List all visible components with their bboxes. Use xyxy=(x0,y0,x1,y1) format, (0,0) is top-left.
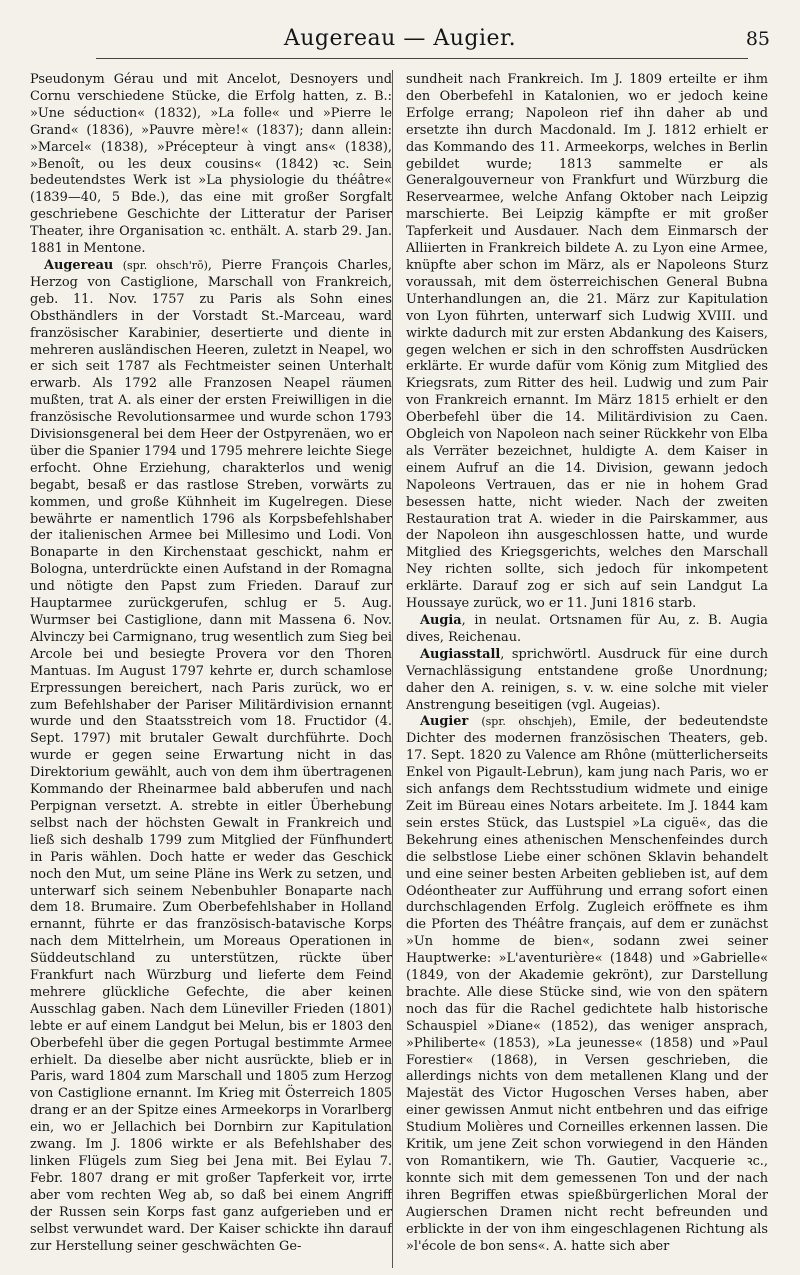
headword: Augereau xyxy=(44,257,114,273)
headword: Augiasstall xyxy=(420,646,501,662)
running-title: Augereau — Augier. xyxy=(283,26,517,51)
entry-augiasstall xyxy=(406,647,768,715)
headword: Augia xyxy=(420,613,462,628)
pronunciation: (spr. ohschjeh) xyxy=(481,715,573,729)
paragraph-text: Pseudonym Gérau und mit Ancelot, Desnoyers und Cornu verschiedene Stücke, die Erfolg hatten, z. B.: »Une séduction« (1832), »La folle« und »Pierre le Grand« (1836), »Pauvre mère!« (1837); dann allein: »Marcel« (1838), »Précepteur à vingt ans« (1838), »Benoît, ou les deux cousins« (1842) ꝛc. Sein bedeutendstes Werk ist »La physiologie du théâtre« (1839—40, 5 Bde.), das eine mit großer Sorgfalt geschriebene Geschichte der Litteratur der Pariser Theater, ihre Organisation ꝛc. enthält. A. starb 29. Jan. 1881 in Mentone. xyxy=(30,72,392,257)
entry-text: , Pierre François Charles, Herzog von Castiglione, Marschall von Frankreich, geb. 11. Nov. 1757 zu Paris als Sohn eines Obsthändlers in der Vorstadt St.-Marceau, ward französischer Karabinier, desertierte und diente in mehreren ausländischen Heeren, zuletzt in Neapel, wo er sich seit 1787 als Fechtmeister seinen Unterhalt erwarb. Als 1792 alle Franzosen Neapel räumen mußten, trat A. als einer der ersten Freiwilligen in die französische Revolutionsarmee und wurde schon 1793 Divisionsgeneral bei dem Heer der Ostpyrenäen, wo er über die Spanier 1794 und 1795 mehrere leichte Siege erfocht. Ohne Erziehung, charakterlos und wenig begabt, besaß er das rastlose Streben, vorwärts zu kommen, und große Kühnheit im Kugelregen. Diese bewährte er namentlich 1796 als Korpsbefehlshaber der italienischen Armee bei Millesimo und Lodi. Von Bonaparte in den Kirchenstaat geschickt, nahm er Bologna, unterdrückte einen Aufstand in der Romagna und nötigte den Papst zum Frieden. Darauf zur Hauptarmee zurückgerufen, schlug er 5. Aug. Wurmser bei Castiglione, dann mit Massena 6. Nov. Alvinczy bei Carmignano, trug wesentlich zum Sieg bei Arcole bei und besiegte Provera vor den Thoren Mantuas. Im August 1797 kehrte er, durch schamlose Erpressungen bereichert, nach Paris zurück, wo er zum Befehlshaber der Pariser Militärdivision ernannt wurde und den Staatsstreich vom 18. Fructidor (4. Sept. 1797) mit brutaler Gewalt durchführte. Doch wurde er gegen seine Erwartung nicht in das Direktorium gewählt, auch von dem ihm übertragenen Kommando der Rheinarmee bald abberufen und nach Perpignan versetzt. A. strebte in eitler Überhebung selbst nach der höchsten Gewalt in Frankreich und ließ sich deshalb 1799 zum Mitglied der Fünfhundert in Paris wählen. Doch hatte er weder das Geschick noch den Mut, um seine Pläne ins Werk zu setzen, und unterwarf sich seinem Nebenbuhler Bonaparte nach dem 18. Brumaire. Zum Oberbefehlshaber in Holland ernannt, führte er das französisch-batavische Korps nach dem Mittelrhein, um Moreaus Operationen in Süddeutschland zu unterstützen, rückte über Frankfurt nach Würzburg und lieferte dem Feind mehrere glückliche Gefechte, die aber keinen Ausschlag gaben. Nach dem Lüneviller Frieden (1801) lebte er auf einem Landgut bei Melun, bis er 1803 den Oberbefehl über die gegen Portugal bestimmte Armee erhielt. Da dieselbe aber nicht ausrückte, blieb er in Paris, ward 1804 zum Marschall und 1805 zum Herzog von Castiglione ernannt. Im Krieg mit Österreich 1805 drang er an der Spitze eines Armeekorps in Vorarlberg ein, wo er Jellachich bei Dornbirn zur Kapitulation zwang. Im J. 1806 wirkte er als Befehlshaber des linken Flügels zum Sieg bei Jena mit. Bei Eylau 7. Febr. 1807 drang er mit großer Tapferkeit vor, irrte aber vom rechten Weg ab, so daß bei einem Angriff der Russen sein Korps fast ganz aufgerieben und er selbst verwundet ward. Der Kaiser schickte ihn darauf zur Herstellung seiner geschwächten Ge- xyxy=(30,257,392,1254)
header-rule xyxy=(96,58,748,59)
column-divider xyxy=(392,70,393,1268)
paragraph-continuation xyxy=(30,72,392,258)
entry-text: , in neulat. Ortsnamen für Au, z. B. Augia dives, Reichenau. xyxy=(406,613,768,645)
headword: Augier xyxy=(420,714,469,730)
entry-text: , Emile, der bedeutendste Dichter des modernen französischen Theaters, geb. 17. Sept. 1820 zu Valence am Rhône (mütterlicherseits Enkel von Pigault-Lebrun), kam jung nach Paris, wo er sich anfangs dem Rechtsstudium widmete und einige Zeit im Büreau eines Notars arbeitete. Im J. 1844 kam sein erstes Stück, das Lustspiel »La ciguë«, das die Bekehrung eines athenischen Menschenfeindes durch die selbstlose Liebe einer schönen Sklavin behandelt und eine seiner besten Arbeiten geblieben ist, auf dem Odéontheater zur Aufführung und errang sofort einen durchschlagenden Erfolg. Zugleich eröffnete es ihm die Pforten des Théâtre français, auf dem er zunächst »Un homme de bien«, sodann zwei seiner Hauptwerke: »L'aventurière« (1848) und »Gabrielle« (1849, von der Akademie gekrönt), zur Darstellung brachte. Alle diese Stücke sind, wie von den spätern noch das für die Rachel gedichtete halb historische Schauspiel »Diane« (1852), das weniger ansprach, »Philiberte« (1853), »La jeunesse« (1858) und »Paul Forestier« (1868), in Versen geschrieben, die allerdings nichts von dem metallenen Klang und der Majestät des Victor Hugoschen Verses haben, aber einer gewissen Anmut nicht entbehren und das eifrige Studium Molières und Corneilles erkennen lassen. Die Kritik, um jene Zeit schon vorwiegend in den Händen von Romantikern, wie Th. Gautier, Vacquerie ꝛc., konnte sich mit dem gemessenen Ton und der nach ihren Begriffen etwas spießbürgerlichen Moral der Augierschen Dramen nicht recht befreunden und erblickte in der von ihm eingeschlagenen Richtung als »l'école de bon sens«. A. hatte sich aber xyxy=(406,714,768,1254)
entry-augereau xyxy=(30,258,392,1255)
pronunciation: (spr. ohsch'rō) xyxy=(122,258,208,272)
entry-text: , sprichwörtl. Ausdruck für eine durch Vernachlässigung entstandene große Unordnung; daher den A. reinigen, s. v. w. eine solche mit vieler Anstrengung beseitigen (vgl. Augeias). xyxy=(406,646,768,713)
paragraph-text: sundheit nach Frankreich. Im J. 1809 erteilte er ihm den Oberbefehl in Katalonien, wo er jedoch keine Erfolge errang; Napoleon rief ihn daher ab und ersetzte ihn durch Macdonald. Im J. 1812 erhielt er das Kommando des 11. Armeekorps, welches in Berlin gebildet wurde; 1813 sammelte er als Generalgouverneur von Frankfurt und Würzburg die Reservearmee, welche Anfang Oktober nach Leipzig marschierte. Bei Leipzig kämpfte er mit großer Tapferkeit und Ausdauer. Nach dem Einmarsch der Alliierten in Frankreich bildete A. zu Lyon eine Armee, knüpfte aber schon im März, als er Napoleons Sturz voraussah, mit dem österreichischen General Bubna Unterhandlungen an, die 21. März zur Kapitulation von Lyon führten, unterwarf sich Ludwig XVIII. und wirkte dadurch mit zur ersten Abdankung des Kaisers, gegen welchen er sich in den schroffsten Ausdrücken erklärte. Er wurde dafür vom König zum Mitglied des Kriegsrats, zum Ritter des heil. Ludwig und zum Pair von Frankreich ernannt. Im März 1815 erhielt er den Oberbefehl über die 14. Militärdivision zu Caen. Obgleich von Napoleon nach seiner Rückkehr von Elba als Verräter bezeichnet, huldigte A. dem Kaiser in einem Aufruf an die 14. Division, gewann jedoch Napoleons Vertrauen, das er nie in hohem Grad besessen hatte, nicht wieder. Nach der zweiten Restauration trat A. wieder in die Pairskammer, aus der Napoleon ihn ausgeschlossen hatte, und wurde Mitglied des Kriegsgerichts, welches den Marschall Ney richten sollte, sich jedoch für inkompetent erklärte. Darauf zog er sich auf sein Landgut La Houssaye zurück, wo er 11. Juni 1816 starb. xyxy=(406,72,768,612)
left-column xyxy=(30,72,392,1270)
entry-augier xyxy=(406,714,768,1255)
page-number: 85 xyxy=(745,28,770,50)
right-column xyxy=(406,72,768,1270)
paragraph-continuation xyxy=(406,72,768,613)
page-header xyxy=(0,0,800,62)
entry-augia xyxy=(406,613,768,647)
